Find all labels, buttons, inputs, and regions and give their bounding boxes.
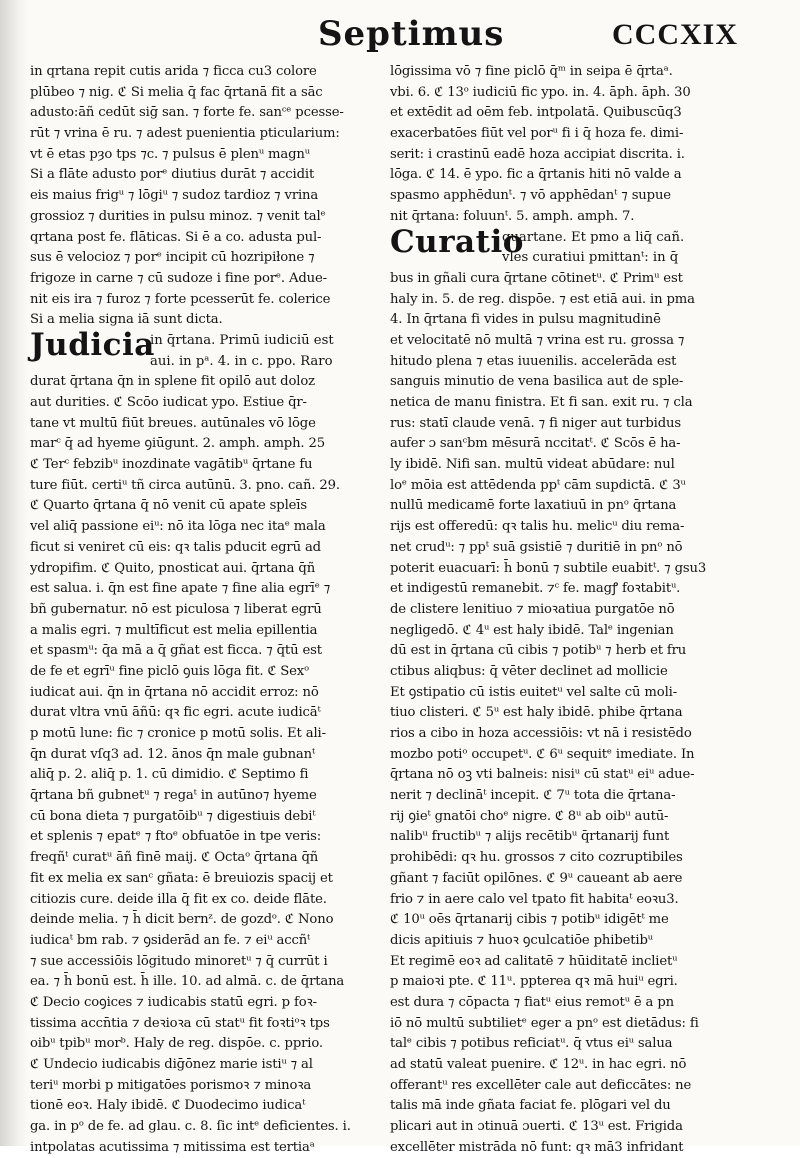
text-line: lōga. ℭ 14. ē ypo. fic a q̄rtanis hiti nō valde a: [390, 167, 682, 183]
text-line: durat q̄rtana q̄n in splene fit opilō aut doloz: [30, 374, 315, 390]
text-line: de fe et egrīᵘ fine piclō ꝯuis lōga fit. ℭ Sexᵒ: [30, 663, 310, 679]
text-line: plicari aut in ɔtinuā ɔuerti. ℭ 13ᵘ est. Frigida: [390, 1119, 683, 1135]
text-line: p maioꝛi pte. ℭ 11ᵘ. ppterea qꝛ mā huiᵘ egri.: [390, 974, 678, 990]
right-text-block-2: [390, 269, 740, 1158]
text-line: nerit ⁊ declināᵗ incepit. ℭ 7ᵘ tota die q̄rtana-: [390, 788, 676, 804]
text-line: et velocitatē nō multā ⁊ vrina est ru. grossa ⁊: [390, 332, 685, 348]
curatio-row-2: [390, 248, 740, 269]
text-line: excellēter mistrāda nō funt: qꝛ mā3 infridant: [390, 1139, 684, 1155]
text-line: plūbeo ⁊ nig. ℭ Si melia q̄ fac q̄rtanā fit a sāc: [30, 84, 323, 100]
text-line: rios a cibo in hoza accessiōis: vt nā i resistēdo: [390, 726, 692, 741]
text-line: qrtana post fe. flāticas. Si ē a co. adusta pul-: [30, 229, 322, 245]
left-column: [30, 62, 380, 1158]
text-line: gñant ⁊ faciūt opilōnes. ℭ 9ᵘ caueant ab aere: [390, 870, 683, 886]
curatio-heading: Curatio: [390, 223, 524, 260]
text-line: est salua. i. q̄n est fine apate ⁊ fine alia egrīᵉ ⁊: [30, 581, 331, 597]
judicia-heading: Judicia: [30, 326, 155, 363]
text-line: aufer ɔ sanᶜbm mēsurā nccitatᵗ. ℭ Scōs ē ha-: [390, 436, 681, 452]
text-line: marᶜ q̄ ad hyeme ꝯiūgunt. 2. amph. amph. 25: [30, 436, 325, 452]
text-line: ℭ 10ᵘ oēs q̄rtanarij cibis ⁊ potibᵘ idigētᵗ me: [390, 912, 669, 928]
text-line: nit eis ira ⁊ furoz ⁊ forte pcesserūt fe. colerice: [30, 291, 331, 307]
curatio-section-head: [390, 223, 740, 269]
text-line: rijs est offeredū: qꝛ talis hu. melicᵘ diu rema-: [390, 519, 685, 535]
text-line: q̄n durat vſq3 ad. 12. ānos q̄n male gubnanᵗ: [30, 746, 316, 762]
text-line: spasmo apphēdunᵗ. ⁊ vō apphēdanᵗ ⁊ supue: [390, 188, 671, 204]
text-line: et spasmᵘ: q̄a mā a q̄ gñat est ficca. ⁊ q̄tū est: [30, 643, 322, 659]
text-line: Et ꝯstipatio cū istis euitetᵘ vel salte cū moli-: [390, 684, 678, 700]
text-line: iudicaᵗ bm rab. ⁊ ꝯsiderād an fe. ⁊ eiᵘ accñᵗ: [30, 932, 311, 948]
text-line: vel aliq̄ passione eiᵘ: nō ita lōga nec itaᵉ mala: [30, 519, 326, 535]
text-line: ℭ Terᶜ febzibᵘ inozdinate vagātibᵘ q̄rtane fu: [30, 457, 313, 473]
text-line: deinde melia. ⁊ h̄ dicit bernᶻ. de gozdᵒ. ℭ Nono: [30, 912, 334, 928]
text-line: ficut si veniret cū eis: qꝛ talis pducit egrū ad: [30, 539, 321, 555]
text-line: ℭ Decio coꝯices ⁊ iudicabis statū egri. p foꝛ-: [30, 994, 317, 1010]
text-line: durat vltra vnū āñū: qꝛ fic egri. acute iudicāᵗ: [30, 705, 321, 721]
text-line: a malis egri. ⁊ multīficut est melia epillentia: [30, 622, 318, 638]
text-line: freqñᵗ curatᵘ āñ finē maij. ℭ Octaᵒ q̄rtana q̄ñ: [30, 850, 319, 866]
text-line: ly ibidē. Nifi san. multū videat abūdare: nul: [390, 457, 675, 473]
text-line: rūt ⁊ vrina ē ru. ⁊ adest puenientia pticularium:: [30, 126, 340, 142]
judicia-section-head: [30, 326, 380, 372]
text-line: eis maius frigᵘ ⁊ lōgiᵘ ⁊ sudoz tardioz ⁊ vrina: [30, 188, 319, 204]
text-line: fit ex melia ex sanᶜ gñata: ē breuiozis spacij et: [30, 870, 333, 886]
text-line: tissima accn̄tia ⁊ deꝛioꝛa cū statᵘ fit foꝛtiᵒꝛ tps: [30, 1015, 330, 1031]
text-line: q̄rtana bñ gubnetᵘ ⁊ regaᵗ in autūno⁊ hyeme: [30, 788, 317, 804]
text-line: hitudo plena ⁊ etas iuuenilis. accelerāda est: [390, 353, 677, 369]
text-line: adusto:āñ cedūt siḡ san. ⁊ forte fe. sanᶜᵉ pcesse-: [30, 105, 344, 121]
text-line: talᵉ cibis ⁊ potibus reficiatᵘ. q̄ vtus eiᵘ salua: [390, 1036, 673, 1052]
judicia-line-1: in q̄rtana. Primū iudiciū est: [150, 332, 334, 348]
text-line: rij ꝯieᵗ gnatōi choᵉ nigre. ℭ 8ᵘ ab oibᵘ autū-: [390, 808, 669, 824]
text-line: grossioz ⁊ durities in pulsu minoz. ⁊ venit talᵉ: [30, 208, 326, 224]
text-line: negligedō. ℭ 4ᵘ est haly ibidē. Talᵉ ingenian: [390, 622, 674, 638]
text-line: et splenis ⁊ epatᵉ ⁊ ftoᵉ obfuatōe in tpe veris:: [30, 829, 322, 845]
text-line: aliq̄ p. 2. aliq̄ p. 1. cū dimidio. ℭ Septimo fi: [30, 767, 309, 783]
text-line: nullū medicamē forte laxatiuū in pnᵒ q̄rtana: [390, 498, 677, 514]
text-line: frigoze in carne ⁊ cū sudoze i fine porᵉ. Adue-: [30, 270, 327, 286]
text-line: exacerbatōes fiūt vel porᵘ fi i q̄ hoza fe. dimi-: [390, 126, 684, 142]
text-line: talis mā inde gñata faciat fe. plōgari vel du: [390, 1098, 671, 1114]
text-line: Si a flāte adusto porᵉ diutius durāt ⁊ accidit: [30, 167, 315, 183]
text-line: tiuo clisteri. ℭ 5ᵘ est haly ibidē. phibe q̄rtana: [390, 705, 683, 721]
text-line: et indigestū remanebit. ⁊ᶜ fe. magꝭ foꝛtabitᵘ.: [390, 581, 681, 597]
text-line: tane vt multū fiūt breues. autūnales vō lōge: [30, 415, 316, 431]
text-line: 4. In q̄rtana fi vides in pulsu magnitudinē: [390, 312, 661, 328]
text-line: nit q̄rtana: foluunᵗ. 5. amph. amph. 7.: [390, 208, 635, 224]
text-line: Et regimē eoꝛ ad calitatē ⁊ hūiditatē inclietᵘ: [390, 953, 678, 969]
judicia-row-2: [30, 352, 380, 373]
text-line: vt ē etas pȝo tps ⁊c. ⁊ pulsus ē plenᵘ magnᵘ: [30, 146, 310, 162]
text-line: bus in gñali cura q̄rtane cōtinetᵘ. ℭ Primᵘ est: [390, 270, 683, 286]
text-line: ga. in pᵒ de fe. ad glau. c. 8. ſic intᵉ deficientes. i.: [30, 1119, 351, 1135]
left-text-block-1: [30, 62, 380, 331]
text-line: et extēdit ad oēm feb. intpolatā. Quibuscūq3: [390, 105, 682, 121]
text-line: cū bona dieta ⁊ purgatōibᵘ ⁊ digestiuis debiᵗ: [30, 808, 316, 824]
text-line: q̄rtana nō oꝫ vti balneis: nisiᵘ cū statᵘ eiᵘ adue-: [390, 767, 695, 783]
text-line: haly in. 5. de reg. dispōe. ⁊ est etiā aui. in pma: [390, 291, 695, 307]
text-line: p motū lune: fic ⁊ cronice p motū solis. Et ali-: [30, 726, 326, 741]
text-line: ℭ Undecio iudicabis diḡōnez marie istiᵘ ⁊ al: [30, 1057, 313, 1072]
text-line: sanguis minutio de vena basilica aut de sple-: [390, 374, 684, 390]
text-line: prohibēdi: qꝛ hu. grossos ⁊ cito cozruptibiles: [390, 850, 683, 866]
text-line: oibᵘ tpibᵘ morᵇ. Haly de reg. dispōe. c. pprio.: [30, 1036, 323, 1052]
text-line: dicis apitiuis ⁊ huoꝛ ꝯculcatiōe phibetibᵘ: [390, 932, 653, 948]
text-line: Si a melia signa iā sunt dicta.: [30, 312, 223, 328]
text-line: iudicat aui. q̄n in q̄rtana nō accidit erroz: nō: [30, 684, 319, 700]
text-line: ture fiūt. certiᵘ tñ circa autūnū. 3. pno. cañ. 29.: [30, 477, 340, 493]
curatio-line-2: vles curatiui pmittanᵗ: in q̄: [502, 250, 679, 266]
text-line: est dura ⁊ cōpacta ⁊ fiatᵘ eius remotᵘ ē a pn: [390, 994, 674, 1010]
text-line: offerantᵘ res excellēter cale aut deficcātes: ne: [390, 1077, 692, 1093]
left-text-block-2: [30, 372, 380, 1158]
text-line: dū est in q̄rtana cū cibis ⁊ potibᵘ ⁊ herb et fru: [390, 643, 687, 659]
running-head: [300, 14, 740, 54]
running-title: Septimus: [318, 14, 505, 54]
text-line: netica de manu finistra. Et fi san. exit ru. ⁊ cla: [390, 395, 693, 410]
right-column: [390, 62, 740, 1158]
binding-shadow: [0, 0, 28, 1146]
text-line: bñ gubernatur. nō est piculosa ⁊ liberat egrū: [30, 601, 322, 617]
text-line: iō nō multū subtilietᵉ eger a pnᵒ est dietādus: fi: [390, 1015, 699, 1031]
text-line: poterit euacuarī: h̄ bonū ⁊ subtile euabitᵗ. ⁊ gsu3: [390, 560, 707, 576]
folio-number: CCCXIX: [612, 18, 738, 51]
text-line: frio ⁊ in aere calo vel tpato fit habitaᵗ eoꝛu3.: [390, 891, 679, 907]
text-line: intpolatas acutissima ⁊ mitissima est tertiaᵃ: [30, 1139, 315, 1155]
text-line: nalibᵘ fructibᵘ ⁊ alijs recētibᵘ q̄rtanarij funt: [390, 829, 670, 845]
text-line: rus: statī claude venā. ⁊ fi niger aut turbidus: [390, 415, 681, 431]
text-line: citiozis cure. deide illa q̄ fit ex co. deide flāte.: [30, 891, 327, 907]
text-line: loᵉ mōia est attēdenda ppᵗ cām supdictā. ℭ 3ᵘ: [390, 477, 686, 493]
text-line: serit: i crastinū eadē hoza accipiat discrita. i.: [390, 146, 685, 162]
text-line: mozbo potiᵒ occupetᵘ. ℭ 6ᵘ sequitᵉ imediate. In: [390, 746, 695, 762]
text-line: net crudᵘ: ⁊ ppᵗ suā gsistiē ⁊ duritiē in pnᵒ nō: [390, 539, 683, 555]
curatio-line-1: quartane. Et pmo a liq̄ cañ.: [502, 229, 685, 245]
text-line: tionē eoꝛ. Haly ibidē. ℭ Duodecimo iudicaᵗ: [30, 1098, 306, 1114]
text-line: ctibus aliqbus: q̄ vēter declinet ad mollicie: [390, 663, 668, 679]
text-line: vbi. 6. ℭ 13ᵒ iudiciū fic ypo. in. 4. āph. āph. 30: [390, 84, 691, 100]
text-line: ad statū valeat puenire. ℭ 12ᵘ. in hac egri. nō: [390, 1057, 687, 1072]
text-line: ℭ Quarto q̄rtana q̄ nō venit cū apate spleīs: [30, 498, 307, 514]
text-line: de clistere lenitiuo ⁊ mioꝛatiua purgatōe nō: [390, 601, 675, 617]
text-line: teriᵘ morbi p mitigatōes porismoꝛ ⁊ minoꝛa: [30, 1077, 312, 1093]
right-text-block-1: [390, 62, 740, 228]
text-line: aut durities. ℭ Scōo iudicat ypo. Estiue q̄r-: [30, 395, 307, 410]
text-line: ydropifim. ℭ Quito, pnosticat aui. q̄rtana q̄ñ: [30, 560, 316, 576]
text-line: ⁊ sue accessiōis lōgitudo minoretᵘ ⁊ q̄ currūt i: [30, 953, 328, 969]
text-line: sus ē velocioz ⁊ porᵉ incipit cū hozripiłone ⁊: [30, 250, 315, 266]
text-line: ea. ⁊ h̄ bonū est. h̄ ille. 10. ad almā. c. de q̄rtana: [30, 974, 345, 990]
text-line: in qrtana repit cutis arida ⁊ ficca cu3 colore: [30, 64, 317, 79]
judicia-line-2: aui. in pᵃ. 4. in c. ppo. Raro: [150, 353, 333, 369]
text-line: lōgissima vō ⁊ fine piclō q̄ᵐ in seipa ē q̄rtaᵃ.: [390, 64, 673, 79]
